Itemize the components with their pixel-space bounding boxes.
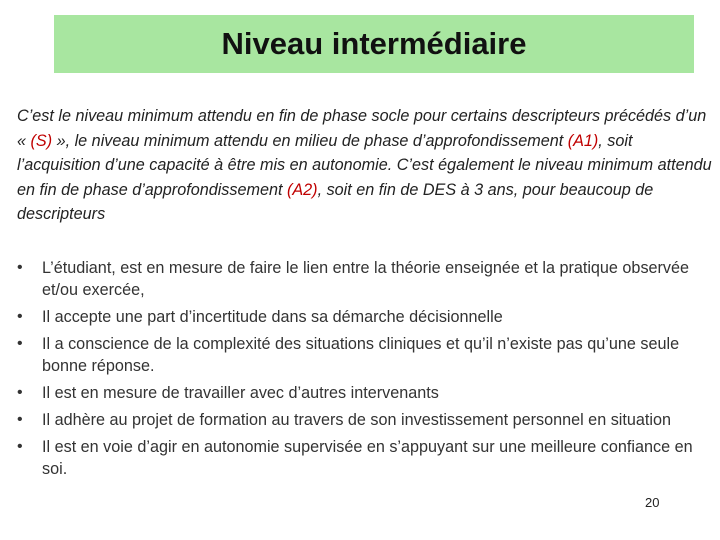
code-s: (S): [30, 131, 53, 150]
list-item: [17, 407, 707, 434]
intro-text-4: , soit en fin de DES à 3 ans, pour beaucoup de descripteurs: [17, 180, 654, 223]
slide-title: Niveau intermédiaire: [221, 26, 527, 61]
intro-text-2: », le niveau minimum attendu en milieu de phase d’approfondissement: [52, 131, 568, 150]
bullet-icon: •: [17, 308, 23, 325]
bullet-text: Il est en mesure de travailler avec d’autres intervenants: [42, 384, 439, 402]
intro-text-1: C’est le niveau minimum attendu en fin de phase socle pour certains descripteurs précédés d’un «: [17, 107, 707, 150]
bullet-icon: •: [17, 438, 23, 455]
list-item: [17, 304, 707, 331]
title-banner: [54, 15, 694, 73]
list-item: [17, 255, 707, 304]
list-item: [17, 434, 707, 483]
intro-paragraph: [17, 104, 717, 227]
bullet-icon: •: [17, 259, 23, 276]
bullet-text: Il adhère au projet de formation au travers de son investissement personnel en situation: [42, 411, 671, 429]
bullet-list: [17, 255, 707, 483]
intro-text-3: , soit l’acquisition d’une capacité à être mis en autonomie. C’est également le niveau minimum attendu en fin de phase d’approfondissement: [17, 131, 712, 199]
bullet-icon: •: [17, 335, 23, 352]
list-item: [17, 331, 707, 380]
list-item: [17, 380, 707, 407]
bullet-icon: •: [17, 384, 23, 401]
bullet-icon: •: [17, 411, 23, 428]
bullet-text: Il est en voie d’agir en autonomie supervisée en s’appuyant sur une meilleure confiance en soi.: [42, 438, 693, 478]
bullet-text: Il accepte une part d’incertitude dans sa démarche décisionnelle: [42, 308, 503, 326]
page-number: 20: [645, 495, 660, 510]
bullet-text: L’étudiant, est en mesure de faire le lien entre la théorie enseignée et la pratique observée et/ou exercée,: [42, 259, 690, 299]
code-a2: (A2): [286, 180, 318, 199]
bullet-text: Il a conscience de la complexité des situations cliniques et qu’il n’existe pas qu’une seule bonne réponse.: [42, 335, 680, 375]
code-a1: (A1): [567, 131, 599, 150]
